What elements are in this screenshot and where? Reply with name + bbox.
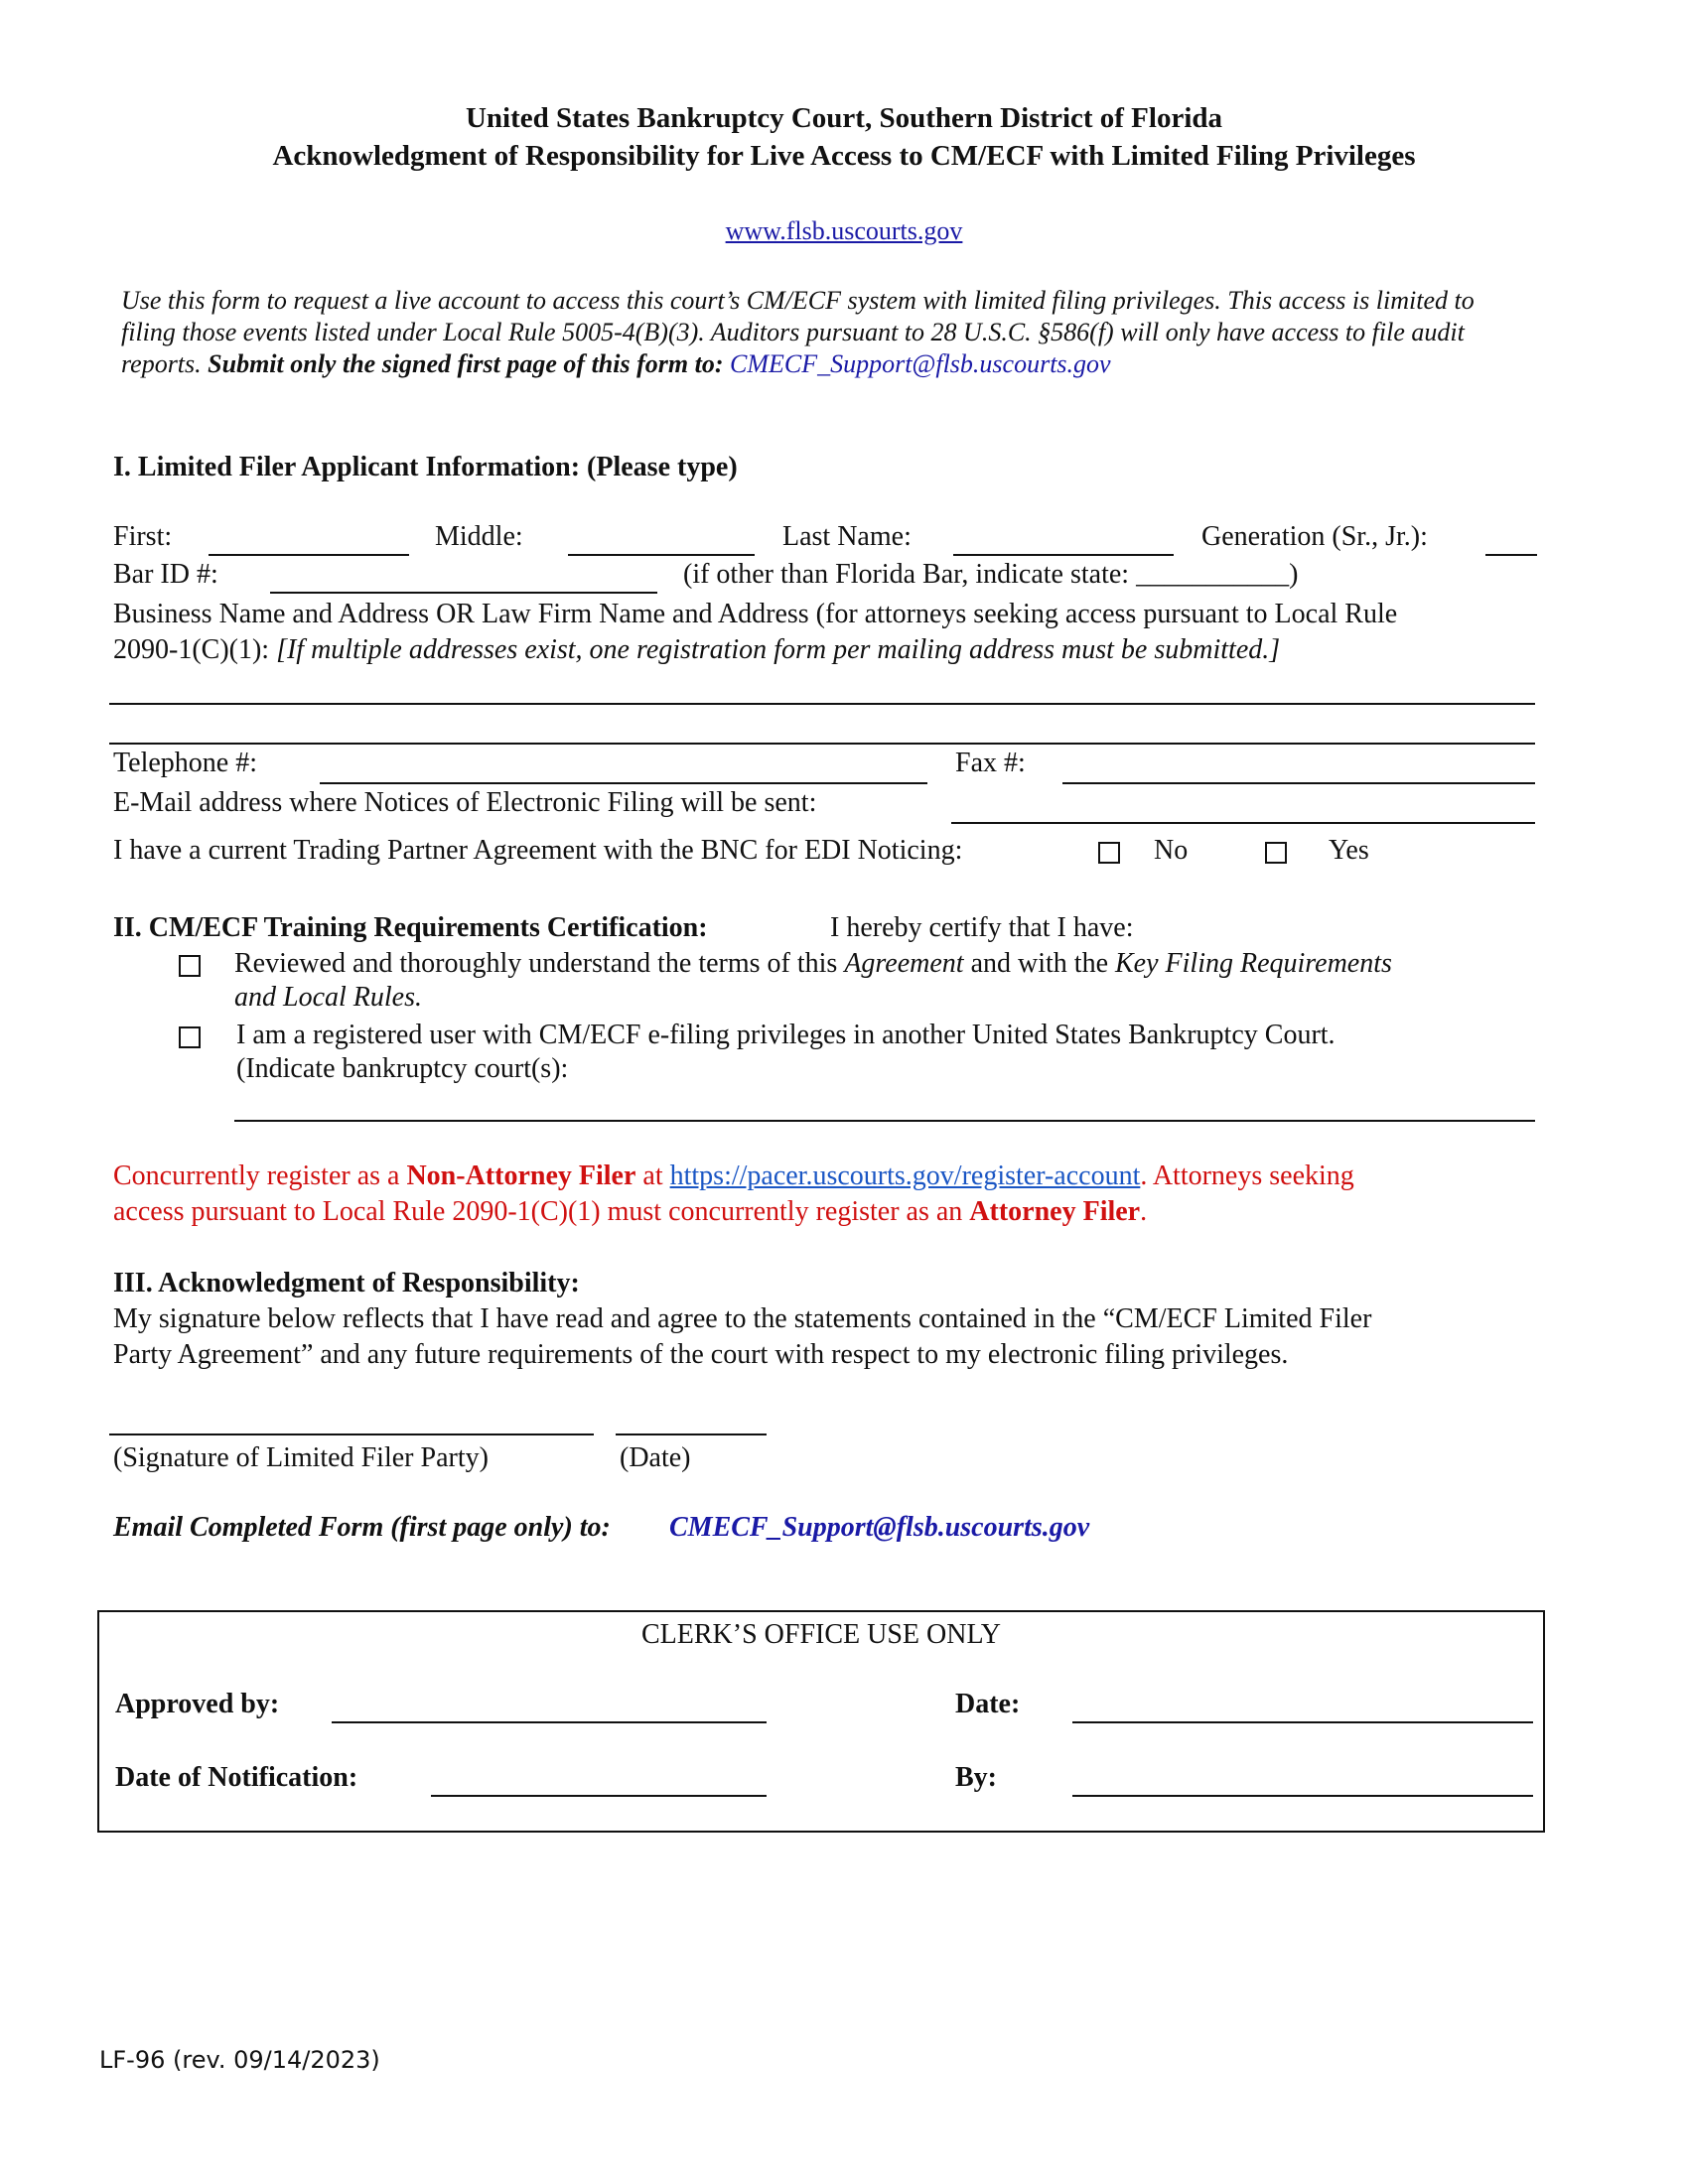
reviewed-checkbox[interactable] [179,955,201,977]
bar-id-label: Bar ID #: [113,559,218,590]
tpa-yes-label: Yes [1329,835,1369,866]
signature-field[interactable] [109,1433,594,1435]
notification-date-field[interactable] [431,1795,767,1797]
clerk-date-field[interactable] [1072,1721,1533,1723]
support-email-link[interactable]: CMECF_Support@flsb.uscourts.gov [729,349,1111,378]
last-name-label: Last Name: [782,521,912,552]
fax-label: Fax #: [955,748,1026,778]
middle-name-label: Middle: [435,521,523,552]
bar-state-note: (if other than Florida Bar, indicate state: ___________) [683,559,1299,590]
indicate-court-text: (Indicate bankruptcy court(s): [236,1053,569,1084]
email-field[interactable] [951,822,1535,824]
email-label: E-Mail address where Notices of Electronic Filing will be sent: [113,787,817,818]
telephone-label: Telephone #: [113,748,257,778]
last-name-field[interactable] [953,554,1174,556]
pacer-register-link[interactable]: https://pacer.uscourts.gov/register-account [669,1160,1141,1191]
business-address-note: 2090-1(C)(1): [If multiple addresses exist, one registration form per mailing address must be submitted.] [113,634,1281,665]
website-link[interactable]: www.flsb.uscourts.gov [725,216,963,245]
telephone-field[interactable] [320,782,927,784]
reviewed-text-line-2: and Local Rules. [234,982,422,1013]
email-form-prompt: Email Completed Form (first page only) to: [113,1512,611,1543]
bankruptcy-court-field[interactable] [234,1120,1535,1122]
acknowledgment-line-1: My signature below reflects that I have read and agree to the statements contained in the “CM/ECF Limited Filer [113,1303,1372,1334]
email-form-link[interactable]: CMECF_Support@flsb.uscourts.gov [669,1512,1090,1543]
fax-field[interactable] [1062,782,1535,784]
register-notice-line-1: Concurrently register as a Non-Attorney Filer at https://pacer.uscourts.gov/register-account. Attorneys seeking [113,1160,1354,1191]
registered-user-checkbox[interactable] [179,1026,201,1048]
signature-date-field[interactable] [616,1433,767,1435]
acknowledgment-line-2: Party Agreement” and any future requirements of the court with respect to my electronic filing privileges. [113,1339,1289,1370]
clerk-date-label: Date: [955,1689,1021,1719]
form-id: LF-96 (rev. 09/14/2023) [99,2046,380,2074]
certify-text: I hereby certify that I have: [830,912,1134,943]
tpa-yes-checkbox[interactable] [1265,842,1287,864]
tpa-label: I have a current Trading Partner Agreement with the BNC for EDI Noticing: [113,835,963,866]
signature-label: (Signature of Limited Filer Party) [113,1442,489,1473]
approved-by-label: Approved by: [115,1689,280,1719]
middle-name-field[interactable] [568,554,755,556]
section-1-heading: I. Limited Filer Applicant Information: (Please type) [113,452,738,482]
tpa-no-label: No [1154,835,1189,866]
bar-id-field[interactable] [270,592,657,594]
form-title: Acknowledgment of Responsibility for Live Access to CM/ECF with Limited Filing Privileges [272,140,1416,172]
first-name-field[interactable] [209,554,409,556]
business-address-label: Business Name and Address OR Law Firm Name and Address (for attorneys seeking access pursuant to Local Rule [113,599,1398,629]
approved-by-field[interactable] [332,1721,767,1723]
reviewed-text: Reviewed and thoroughly understand the terms of this Agreement and with the Key Filing Requirements [234,948,1392,979]
section-2-heading: II. CM/ECF Training Requirements Certification: [113,912,708,943]
intro-line-3: reports. Submit only the signed first page of this form to: CMECF_Support@flsb.uscourts.gov [121,349,1111,378]
address-field-line-2[interactable] [109,743,1535,745]
court-name: United States Bankruptcy Court, Southern District of Florida [465,102,1223,134]
generation-field[interactable] [1485,554,1537,556]
register-notice-line-2: access pursuant to Local Rule 2090-1(C)(1) must concurrently register as an Attorney Filer. [113,1196,1148,1227]
intro-line-1: Use this form to request a live account to access this court’s CM/ECF system with limited filing privileges. This access is limited to [121,286,1475,315]
address-field-line-1[interactable] [109,703,1535,705]
clerk-office-title: CLERK’S OFFICE USE ONLY [640,1619,1001,1650]
generation-label: Generation (Sr., Jr.): [1201,521,1428,552]
clerk-by-field[interactable] [1072,1795,1533,1797]
first-name-label: First: [113,521,173,552]
registered-user-text: I am a registered user with CM/ECF e-filing privileges in another United States Bankruptcy Court. [236,1020,1336,1050]
tpa-no-checkbox[interactable] [1098,842,1120,864]
section-3-heading: III. Acknowledgment of Responsibility: [113,1268,580,1298]
intro-line-2: filing those events listed under Local Rule 5005-4(B)(3). Auditors pursuant to 28 U.S.C. §586(f) will only have access to file audit [121,318,1465,346]
signature-date-label: (Date) [620,1442,691,1473]
notification-date-label: Date of Notification: [115,1762,358,1793]
clerk-by-label: By: [955,1762,997,1793]
